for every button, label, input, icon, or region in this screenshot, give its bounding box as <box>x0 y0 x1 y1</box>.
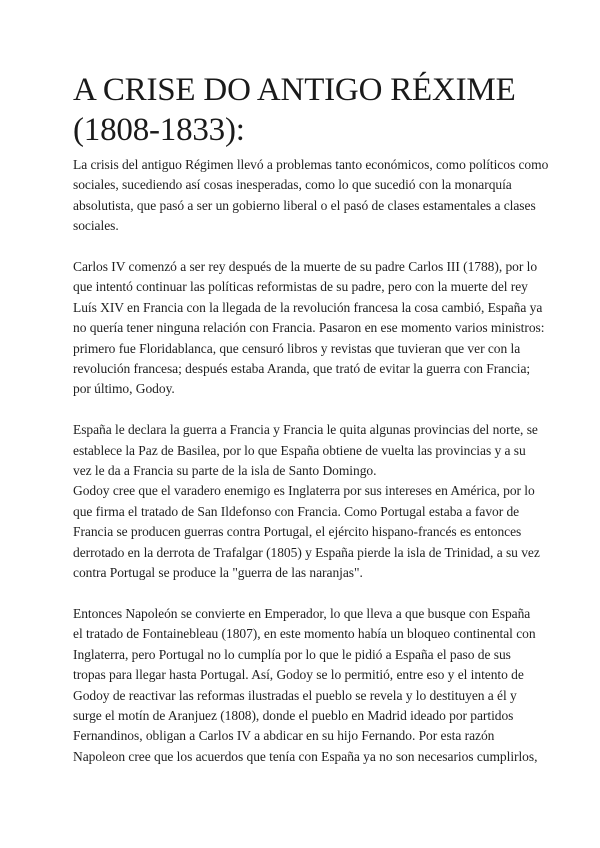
text-line: Francia se producen guerras contra Portugal, el ejército hispano-francés es entonces <box>73 524 522 540</box>
text-line: Inglaterra, pero Portugal no lo cumplía por lo que le pidió a España el paso de sus <box>73 646 511 662</box>
text-line: surge el motín de Aranjuez (1808), donde el pueblo en Madrid ideado por partidos <box>73 707 514 723</box>
text-line: sociales. <box>73 218 119 234</box>
text-line: revolución francesa; después estaba Aranda, que trató de evitar la guerra con Francia; <box>73 361 531 377</box>
text-line: La crisis del antiguo Régimen llevó a problemas tanto económicos, como políticos como <box>73 157 549 172</box>
text-line: sociales, sucediendo así cosas inesperadas, como lo que sucedió con la monarquía <box>73 177 512 193</box>
text-line: derrotado en la derrota de Trafalgar (1805) y España pierde la isla de Trinidad, a su vez <box>73 544 540 560</box>
paragraph-godoy <box>73 481 540 583</box>
text-line: Godoy cree que el varadero enemigo es Inglaterra por sus intereses en América, por lo <box>73 483 535 499</box>
text-line: primero fue Floridablanca, que censuró libros y revistas que tuvieran que ver con la <box>73 340 521 356</box>
text-line: Godoy de reactivar las reformas ilustradas el pueblo se revela y lo destituyen a él y <box>73 687 517 703</box>
text-line: por último, Godoy. <box>73 381 175 397</box>
text-line: que firma el tratado de San Ildefonso con Francia. Como Portugal estaba a favor de <box>73 503 520 519</box>
text-line: el tratado de Fontainebleau (1807), en este momento había un bloqueo continental con <box>73 626 536 642</box>
text-line: Luís XIV en Francia con la llegada de la revolución francesa la cosa cambió, España ya <box>73 299 543 315</box>
text-line: Entonces Napoleón se convierte en Emperador, lo que lleva a que busque con España <box>73 605 531 621</box>
text-line: España le declara la guerra a Francia y Francia le quita algunas provincias del norte, se <box>73 422 538 438</box>
text-line: vez le da a Francia su parte de la isla de Santo Domingo. <box>73 463 377 479</box>
paragraph-napoleon <box>73 604 538 767</box>
text-line: que intentó continuar las políticas reformistas de su padre, pero con la muerte del rey <box>73 279 528 295</box>
paragraph-war-france <box>73 420 538 481</box>
text-line: Carlos IV comenzó a ser rey después de la muerte de su padre Carlos III (1788), por lo <box>73 259 538 275</box>
paragraph-intro <box>73 155 549 237</box>
text-line: Napoleon cree que los acuerdos que tenía con España ya no son necesarios cumplirlos, <box>73 748 538 764</box>
text-line: tropas para llegar hasta Portugal. Así, Godoy se lo permitió, entre eso y el intento de <box>73 667 524 683</box>
text-line: Fernandinos, obligan a Carlos IV a abdicar en su hijo Fernando. Por esta razón <box>73 728 495 744</box>
page-title <box>73 70 534 150</box>
paragraph-carlos-iv <box>73 257 545 400</box>
title-line: A CRISE DO ANTIGO RÉXIME <box>73 72 516 108</box>
body-text <box>73 155 549 767</box>
text-line: contra Portugal se produce la "guerra de las naranjas". <box>73 565 363 581</box>
text-line: absolutista, que pasó a ser un gobierno liberal o el pasó de clases estamentales a clases <box>73 197 536 213</box>
text-line: no quería tener ninguna relación con Francia. Pasaron en ese momento varios ministros: <box>73 320 545 336</box>
text-line: establece la Paz de Basilea, por lo que España obtiene de vuelta las provincias y a su <box>73 442 526 458</box>
title-line: (1808-1833): <box>73 112 245 148</box>
